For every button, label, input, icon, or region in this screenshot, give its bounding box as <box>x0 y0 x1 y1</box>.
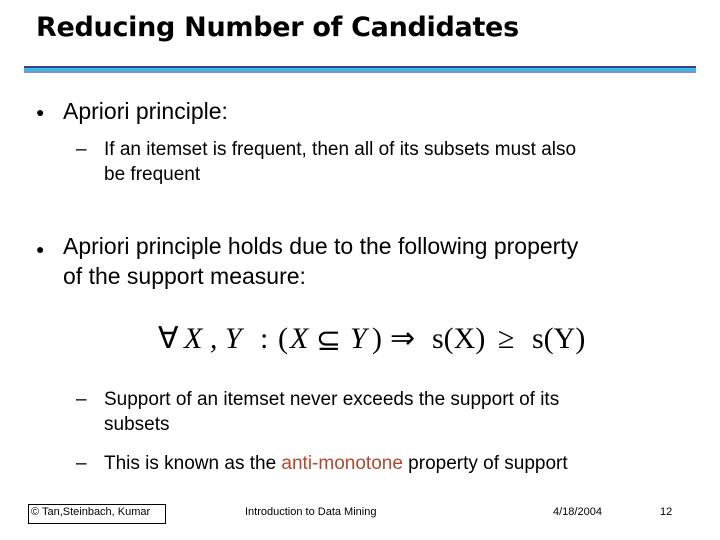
formula-lparen: ( <box>278 322 288 355</box>
dash-icon: – <box>76 139 87 160</box>
formula-implies: ⇒ <box>390 322 416 355</box>
bullet-2-sub-2-prefix: This is known as the <box>104 453 282 474</box>
bullet-2-sub-1-line-2: subsets <box>104 414 170 435</box>
formula-vars: X , Y <box>184 322 242 355</box>
support-formula <box>156 312 606 362</box>
bullet-1-sub-1-line-1: If an itemset is frequent, then all of its subsets must also <box>104 139 577 160</box>
bullet-2-line-2: of the support measure: <box>63 263 306 289</box>
formula-rparen: ) <box>372 322 382 355</box>
bullet-2-text <box>63 231 578 291</box>
footer-date: 4/18/2004 <box>553 506 602 518</box>
formula-forall: ∀ <box>158 322 179 355</box>
formula-sx: s(X) <box>432 322 486 355</box>
bullet-icon: ● <box>36 241 45 257</box>
formula-geq: ≥ <box>498 322 515 355</box>
bullet-1-line-1: Apriori principle: <box>63 98 228 124</box>
title-underline <box>24 66 696 76</box>
footer-copyright: © Tan,Steinbach, Kumar <box>31 506 151 518</box>
dash-icon: – <box>76 453 87 474</box>
bullet-2-line-1: Apriori principle holds due to the following property <box>63 233 579 259</box>
bullet-2-sub-1-line-1: Support of an itemset never exceeds the support of its <box>104 389 560 410</box>
dash-icon: – <box>76 389 87 410</box>
formula-sy: s(Y) <box>532 322 586 355</box>
formula-subset: ⊆ <box>316 324 342 357</box>
anti-monotone-highlight: anti-monotone <box>281 453 403 474</box>
bullet-1-sub-1 <box>104 137 576 187</box>
footer-course: Introduction to Data Mining <box>245 506 377 518</box>
bullet-2-sub-2 <box>104 451 568 476</box>
bullet-2-sub-1 <box>104 387 559 437</box>
bullet-1-sub-1-line-2: be frequent <box>104 164 201 185</box>
formula-colon: : <box>260 322 269 355</box>
footer-page-number: 12 <box>660 506 673 518</box>
formula-x: X <box>290 322 309 355</box>
bullet-icon: ● <box>36 104 45 120</box>
slide-title: Reducing Number of Candidates <box>36 12 519 43</box>
bullet-1-text <box>63 96 228 126</box>
bullet-2-sub-2-suffix: property of support <box>402 453 568 474</box>
formula-y: Y <box>350 322 367 355</box>
